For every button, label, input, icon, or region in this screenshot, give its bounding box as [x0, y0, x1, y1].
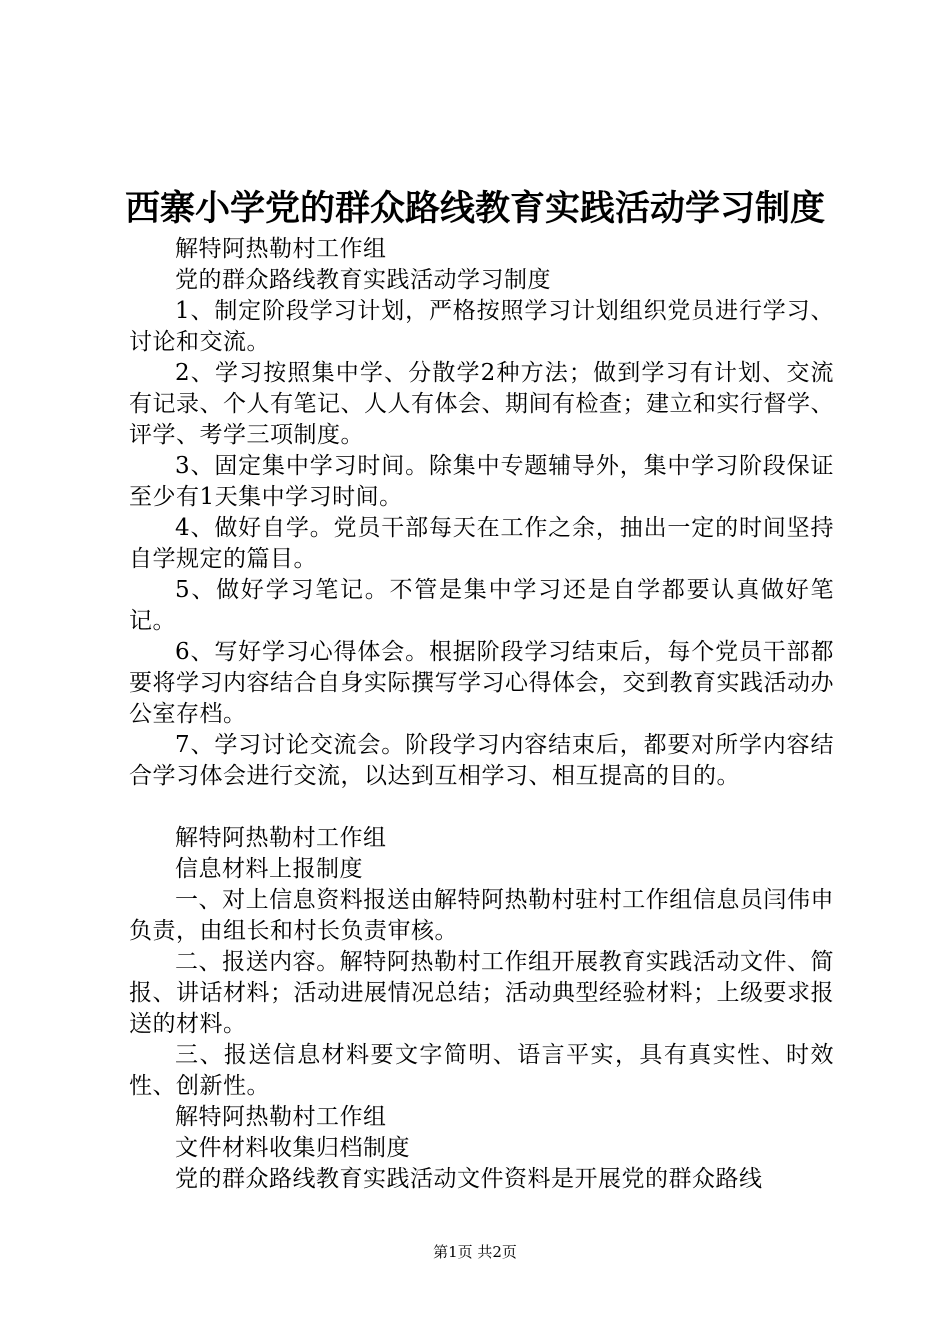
- section1-item-6: 6、写好学习心得体会。根据阶段学习结束后，每个党员干部都要将学习内容结合自身实际撰写学习心得体会，交到教育实践活动办公室存档。: [129, 639, 834, 727]
- section3-heading: 文件材料收集归档制度: [175, 1135, 410, 1161]
- section1-item-7: 7、学习讨论交流会。阶段学习内容结束后，都要对所学内容结合学习体会进行交流，以达到互相学习、相互提高的目的。: [129, 732, 834, 789]
- section3-item-1: 党的群众路线教育实践活动文件资料是开展党的群众路线: [175, 1166, 763, 1192]
- section2-item-1: 一、对上信息资料报送由解特阿热勒村驻村工作组信息员闫伟申负责，由组长和村长负责审核。: [129, 887, 834, 944]
- section1-heading: 党的群众路线教育实践活动学习制度: [175, 267, 551, 293]
- section2-item-3: 三、报送信息材料要文字简明、语言平实，具有真实性、时效性、创新性。: [129, 1042, 834, 1099]
- section3-org: 解特阿热勒村工作组: [175, 1104, 387, 1130]
- section1-item-2: 2、学习按照集中学、分散学2种方法；做到学习有计划、交流有记录、个人有笔记、人人有体会、期间有检查；建立和实行督学、评学、考学三项制度。: [129, 360, 834, 448]
- page-footer: 第1页 共2页: [433, 1243, 517, 1261]
- section1-item-4: 4、做好自学。党员干部每天在工作之余，抽出一定的时间坚持自学规定的篇目。: [129, 515, 834, 572]
- document-body: [129, 234, 834, 1195]
- section1-item-1: 1、制定阶段学习计划，严格按照学习计划组织党员进行学习、讨论和交流。: [129, 298, 834, 355]
- section1-org: 解特阿热勒村工作组: [175, 236, 387, 262]
- section2-org: 解特阿热勒村工作组: [175, 825, 387, 851]
- section1-item-5: 5、做好学习笔记。不管是集中学习还是自学都要认真做好笔记。: [129, 577, 834, 634]
- section2-heading: 信息材料上报制度: [175, 856, 363, 882]
- section2-item-2: 二、报送内容。解特阿热勒村工作组开展教育实践活动文件、简报、讲话材料；活动进展情况总结；活动典型经验材料；上级要求报送的材料。: [129, 949, 834, 1037]
- section-gap: [129, 792, 834, 823]
- section1-item-3: 3、固定集中学习时间。除集中专题辅导外，集中学习阶段保证至少有1天集中学习时间。: [129, 453, 834, 510]
- document-title: 西寨小学党的群众路线教育实践活动学习制度: [124, 188, 825, 229]
